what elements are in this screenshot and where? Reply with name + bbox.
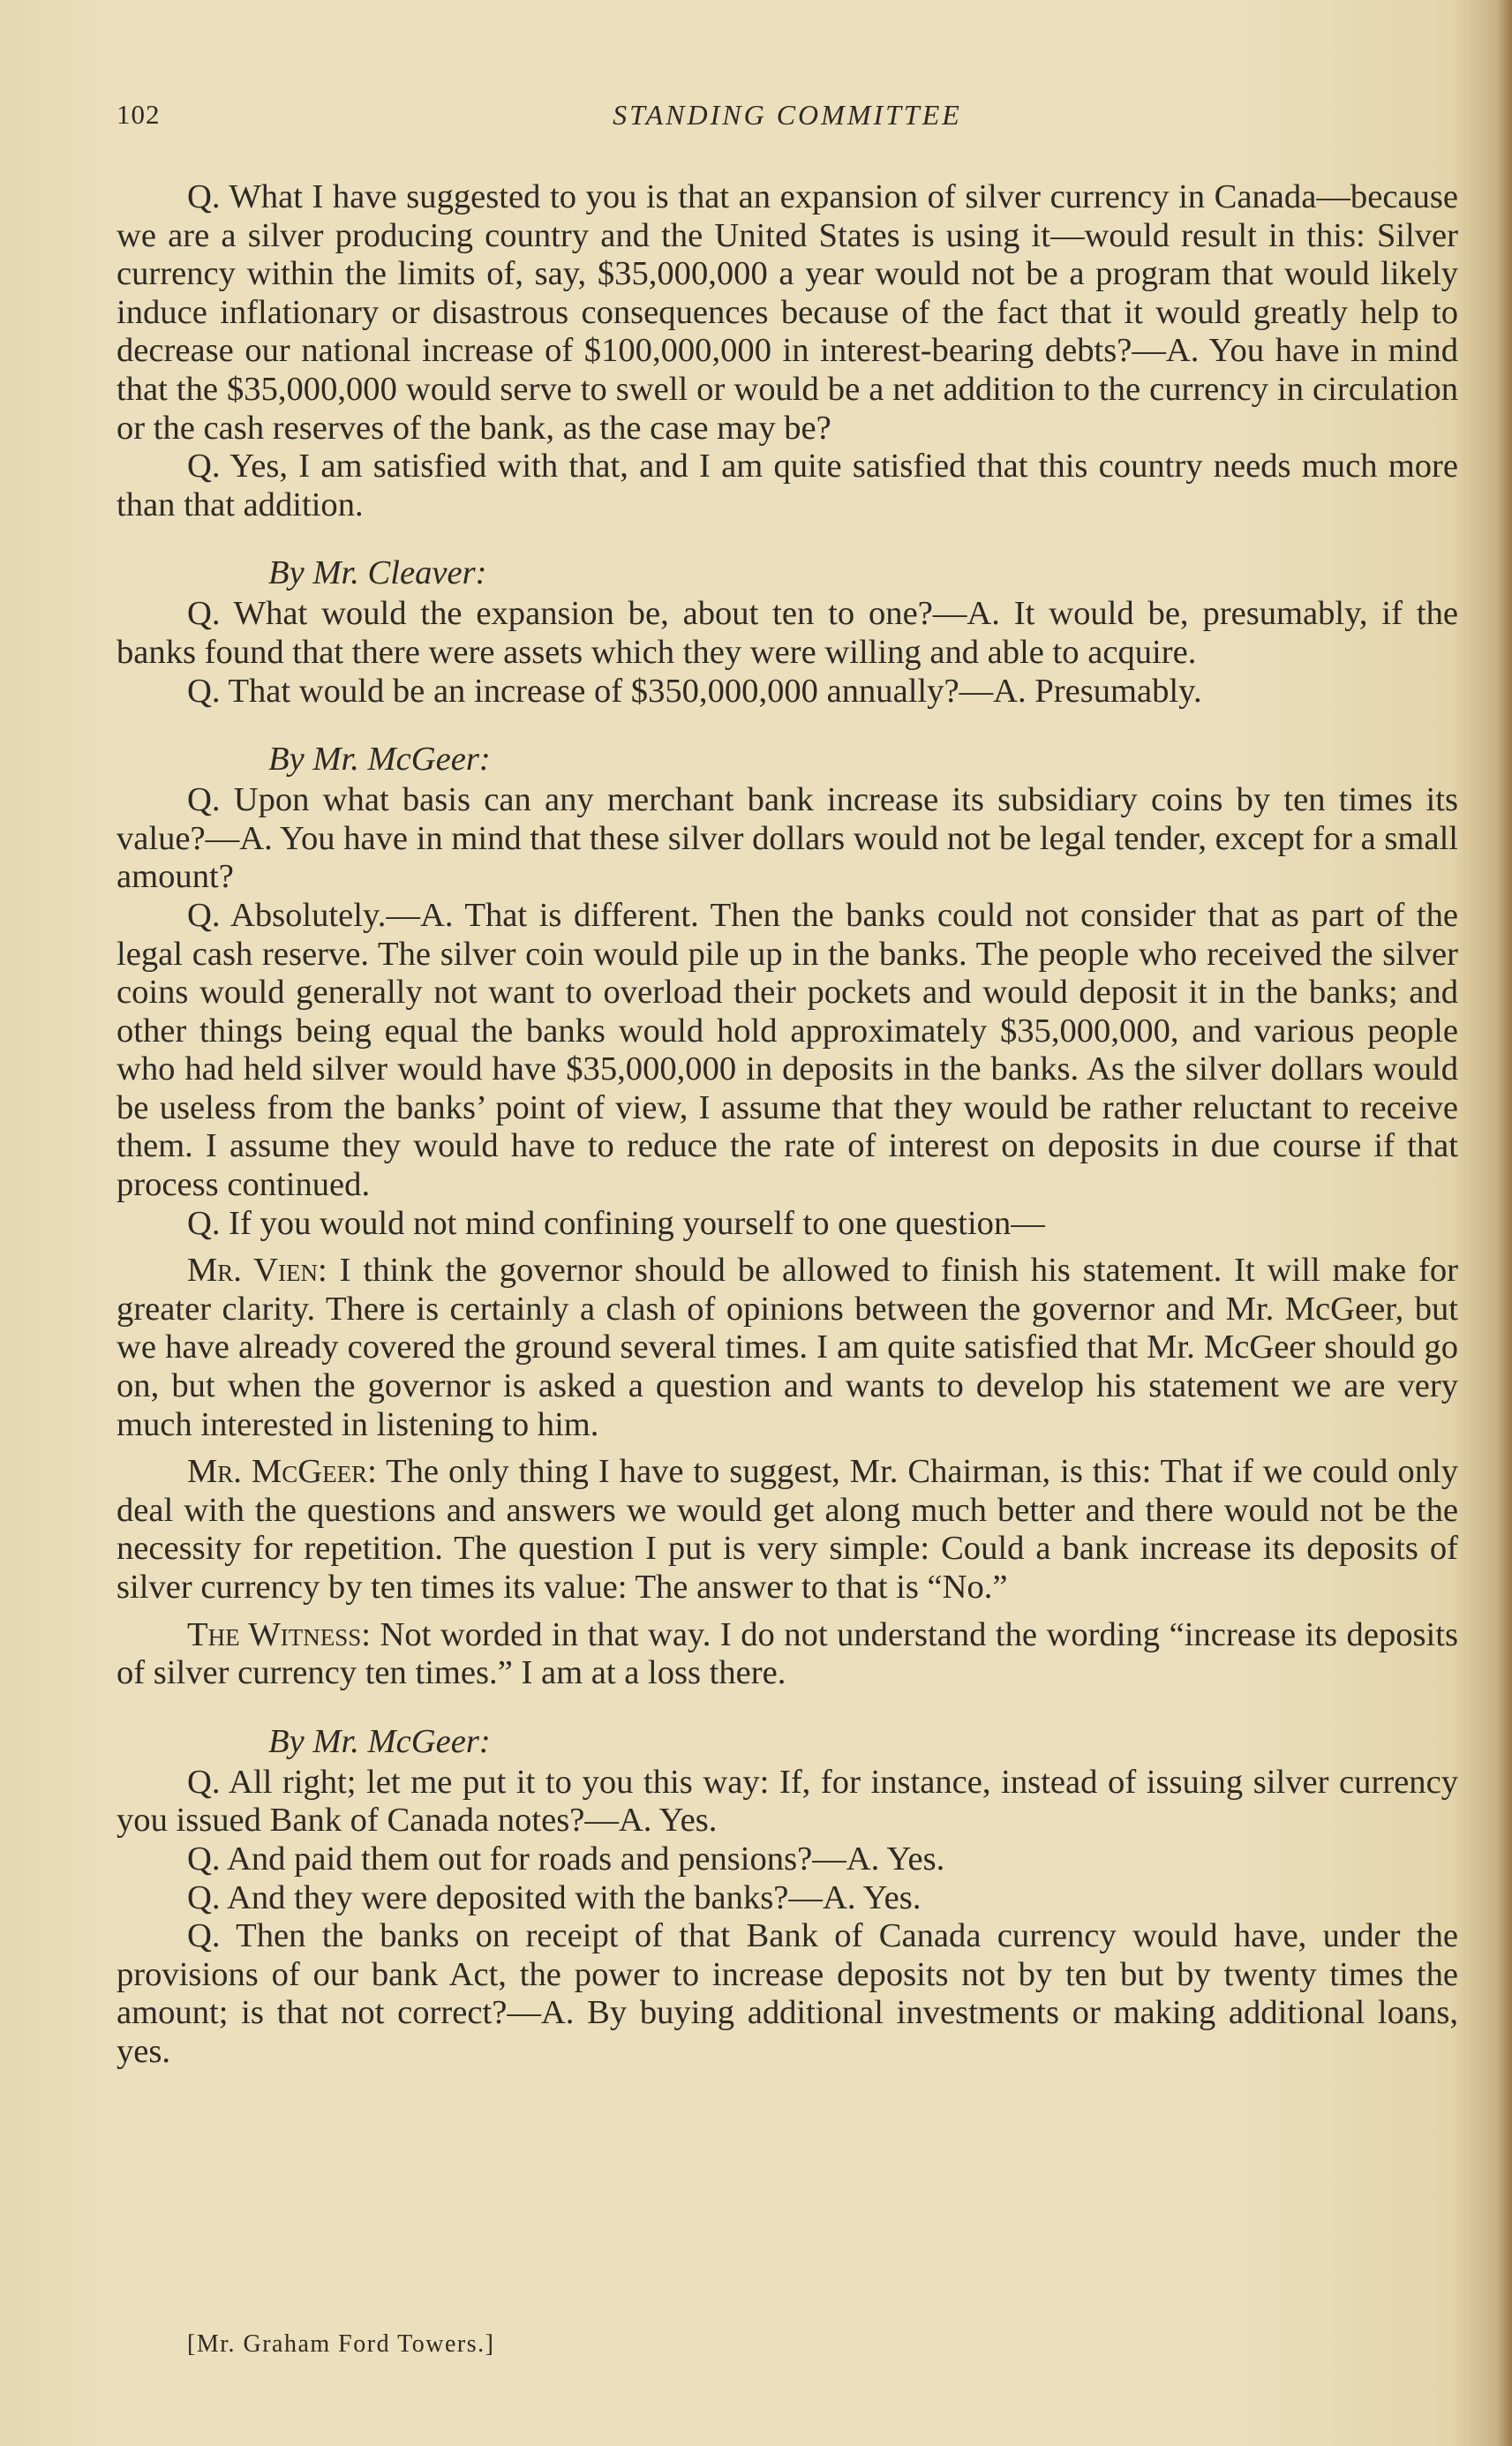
qa-paragraph: Q. Yes, I am satisfied with that, and I am quite satisfied that this country needs much more than that addition.	[117, 448, 1458, 523]
qa-paragraph: Q. And paid them out for roads and pensions?—A. Yes.	[187, 1840, 945, 1878]
examiner-heading: By Mr. McGeer:	[268, 741, 491, 779]
speaker-name: Mr. McGeer	[187, 1453, 368, 1491]
page-header	[117, 99, 1458, 143]
speaker-statement	[117, 1453, 1458, 1607]
qa-paragraph: Q. What I have suggested to you is that an expansion of silver currency in Canada—because we are a silver producing country and the United States is using it—would result in this: Silver currency within the limits of, say, $35,000,000 a year would not be a program that would likely induce inflationary or disastrous consequences because of the fact that it would greatly help to decrease our national increase of $100,000,000 in interest-bearing debts?—A. You have in mind that the $35,000,000 would serve to swell or would be a net addition to the currency in circulation or the cash reserves of the bank, as the case may be?	[117, 178, 1458, 447]
page-number: 102	[117, 99, 161, 130]
qa-paragraph: Q. And they were deposited with the banks?—A. Yes.	[187, 1878, 921, 1916]
statement-text: : Not worded in that way. I do not understand the wording “increase its deposits of silver currency ten times.” I am at a loss there.	[117, 1615, 1458, 1692]
witness-footnote: [Mr. Graham Ford Towers.]	[187, 2330, 495, 2358]
statement-text: : The only thing I have to suggest, Mr. Chairman, is this: That if we could only deal with the questions and answers we would get along much better and there would not be the necessity for repetition. The question I put is very simple: Could a bank increase its deposits of silver currency by ten times its value: The answer to that is “No.”	[117, 1453, 1458, 1606]
speaker-name: The Witness	[187, 1615, 362, 1653]
transcript-body	[117, 178, 1458, 2072]
qa-paragraph: Q. Upon what basis can any merchant bank increase its subsidiary coins by ten times its value?—A. You have in mind that these silver dollars would not be legal tender, except for a small amount?	[117, 781, 1458, 896]
qa-paragraph: Q. What would the expansion be, about ten to one?—A. It would be, presumably, if the banks found that there were assets which they were willing and able to acquire.	[117, 595, 1458, 671]
qa-paragraph: Q. That would be an increase of $350,000,000 annually?—A. Presumably.	[187, 672, 1202, 710]
examiner-heading: By Mr. Cleaver:	[268, 554, 487, 592]
qa-paragraph: Q. Then the banks on receipt of that Bank of Canada currency would have, under the provisions of our bank Act, the power to increase deposits not by ten but by twenty times the amount; is that not correct?—A. By buying additional investments or making additional loans, yes.	[117, 1917, 1458, 2070]
qa-paragraph: Q. Absolutely.—A. That is different. Then the banks could not consider that as part of the legal cash reserve. The silver coin would pile up in the banks. The people who received the silver coins would generally not want to overload their pockets and would deposit it in the banks; and other things being equal the banks would hold approximately $35,000,000, and various people who had held silver would have $35,000,000 in deposits in the banks. As the silver dollars would be useless from the banks’ point of view, I assume that they would be rather reluctant to receive them. I assume they would have to reduce the rate of interest on deposits in due course if that process continued.	[117, 896, 1458, 1204]
speaker-statement	[117, 1252, 1458, 1444]
qa-paragraph: Q. If you would not mind confining yourself to one question—	[187, 1204, 1045, 1242]
qa-paragraph: Q. All right; let me put it to you this way: If, for instance, instead of issuing silver currency you issued Bank of Canada notes?—A. Yes.	[117, 1763, 1458, 1840]
speaker-name: Mr. Vien	[187, 1252, 319, 1290]
running-title: STANDING COMMITTEE	[613, 99, 962, 131]
statement-text: : I think the governor should be allowed to finish his statement. It will make for greater clarity. There is certainly a clash of opinions between the governor and Mr. McGeer, but we have already covered the ground several times. I am quite satisfied that Mr. McGeer should go on, but when the governor is asked a question and wants to develop his statement we are very much interested in listening to him.	[117, 1252, 1458, 1443]
speaker-statement	[117, 1616, 1458, 1693]
examiner-heading: By Mr. McGeer:	[268, 1722, 491, 1760]
